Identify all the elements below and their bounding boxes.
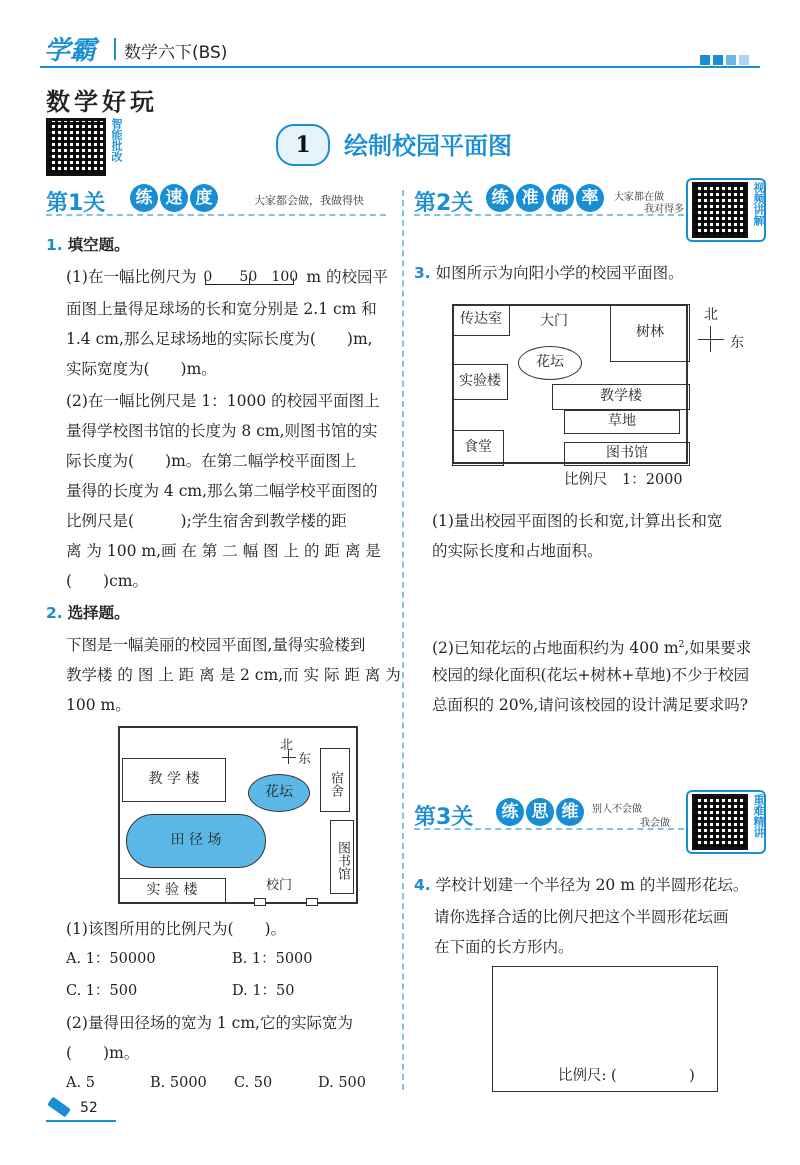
q3-map-garden: 花坛 — [518, 346, 582, 380]
q1-p2-line4: 量得的长度为 4 cm,那么第二幅学校平面图的 — [66, 482, 378, 500]
header-deco-squares — [700, 50, 749, 69]
q2-campus-map — [118, 726, 358, 904]
q1-p2-line7: ( )cm。 — [66, 572, 148, 590]
q3-sub2-line3: 总面积的 20%,请问该校园的设计满足要求吗? — [432, 696, 749, 714]
q4-line1-text: 学校计划建一个半径为 20 m 的半圆形花坛。 — [435, 876, 749, 894]
stage2-badge-char: 率 — [576, 184, 604, 212]
q3-map-gate: 大门 — [540, 313, 568, 329]
q3-text: 如图所示为向阳小学的校园平面图。 — [435, 264, 684, 282]
q4-scale-label: 比例尺: ( ) — [558, 1068, 695, 1084]
q3-sub1-line1: (1)量出校园平面图的长和宽,计算出长和宽 — [432, 512, 723, 530]
header-book-title: 数学六下(BS) — [124, 43, 228, 63]
stage3-badge-char: 维 — [556, 798, 584, 826]
q2-map-north: 北 — [280, 738, 294, 753]
stage2-badge-char: 确 — [546, 184, 574, 212]
q3-map-canteen: 食堂 — [452, 430, 504, 466]
q4-line3: 在下面的长方形内。 — [434, 938, 574, 956]
q1-p2-line3: 际长度为( )m。在第二幅学校平面图上 — [66, 452, 357, 470]
q3-map-lawn: 草地 — [564, 410, 680, 434]
scale-tick-label: 50 — [239, 269, 258, 285]
q3-map-east: 东 — [730, 335, 744, 351]
q2-title-text: 选择题。 — [67, 604, 130, 622]
stage1-badge-char: 练 — [130, 184, 158, 212]
q4-line1 — [414, 870, 748, 900]
q1-p2-line6: 离 为 100 m,画 在 第 二 幅 图 上 的 距 离 是 — [66, 542, 381, 560]
q4-line2: 请你选择合适的比例尺把这个半圆形花坛画 — [434, 908, 729, 926]
stage3-qr-label: 重难精讲 — [752, 794, 765, 838]
q2-map-gate-marks — [254, 898, 316, 906]
scale-tick-label: 0 — [203, 269, 213, 285]
header-rule — [40, 66, 760, 68]
scale-bar — [203, 266, 299, 290]
q2-map-track: 田 径 场 — [126, 814, 266, 868]
q1-p2-line1: (2)在一幅比例尺是 1：1000 的校园平面图上 — [66, 392, 380, 410]
qr-code-icon[interactable] — [692, 182, 748, 238]
qr-code-icon[interactable] — [46, 118, 106, 176]
compass-icon — [698, 326, 724, 352]
scale-tick-label: 100 — [271, 269, 299, 285]
q1-p1-line1 — [66, 262, 388, 292]
q2-line1: 下图是一幅美丽的校园平面图,量得实验楼到 — [66, 636, 366, 654]
stage2-tagline1: 大家都在做 — [614, 192, 664, 203]
q2-option2-a[interactable]: A. 5 — [66, 1075, 95, 1091]
stage1-label: 第1关 — [46, 191, 106, 216]
q2-map-east: 东 — [298, 752, 312, 767]
q3-sub1-line2: 的实际长度和占地面积。 — [432, 542, 603, 560]
q1-title-text: 填空题。 — [67, 236, 130, 254]
q1-number: 1. — [46, 236, 63, 254]
stage3-label: 第3关 — [414, 805, 474, 830]
q1-p2-line2: 量得学校图书馆的长度为 8 cm,则图书馆的实 — [66, 422, 378, 440]
q2-map-garden: 花坛 — [248, 774, 310, 812]
column-divider — [402, 190, 404, 1090]
q2-map-teaching: 教 学 楼 — [122, 758, 226, 802]
q2-option2-c[interactable]: C. 50 — [234, 1075, 273, 1091]
q3-sub2-line1a: (2)已知花坛的占地面积约为 400 m — [432, 639, 679, 658]
q2-line3: 100 m。 — [66, 696, 131, 714]
q1-p1-line4: 实际宽度为( )m。 — [66, 360, 217, 378]
q1-title — [46, 230, 130, 260]
stage3-badge-char: 练 — [496, 798, 524, 826]
header-logo: 学霸 — [44, 36, 97, 66]
stage3-badge — [496, 798, 586, 826]
stage1-badge — [130, 184, 220, 212]
qr-left-label: 智能批改 — [110, 118, 123, 162]
footer-rule — [46, 1120, 116, 1122]
q2-map-library: 图书馆 — [330, 820, 354, 894]
q3-map-north: 北 — [704, 307, 718, 323]
q2-number: 2. — [46, 604, 63, 622]
stage2-badge-char: 练 — [486, 184, 514, 212]
q2-sub2-line1: (2)量得田径场的宽为 1 cm,它的实际宽为 — [66, 1014, 353, 1032]
stage2-tagline2: 我对得多 — [644, 204, 684, 215]
stage2-qr-label: 视频讲解 — [752, 182, 765, 226]
page-number: 52 — [80, 1100, 98, 1116]
q1-p1-line2: 面图上量得足球场的长和宽分别是 2.1 cm 和 — [66, 300, 377, 318]
q3-sub2-line1 — [432, 630, 751, 663]
q3-sub2-sup: 2 — [678, 640, 685, 650]
stage3-tagline1: 别人不会做 — [592, 804, 642, 815]
stage3-badge-char: 思 — [526, 798, 554, 826]
pencil-icon — [47, 1097, 71, 1118]
stage1-rule — [46, 214, 386, 216]
q2-map-dorm: 宿舍 — [320, 748, 350, 812]
q3-sub2-line1b: ,如果要求 — [684, 639, 752, 658]
header-divider — [114, 38, 116, 60]
q2-sub2-line2: ( )m。 — [66, 1044, 140, 1062]
q2-option-c[interactable]: C. 1：500 — [66, 983, 138, 999]
q3-map-teaching: 教学楼 — [552, 384, 690, 410]
q3-text-line — [414, 258, 684, 288]
q2-option-d[interactable]: D. 1：50 — [232, 983, 295, 999]
q2-option2-b[interactable]: B. 5000 — [150, 1075, 207, 1091]
stage3-tagline2: 我会做 — [640, 818, 670, 829]
q1-p1-line1a: (1)在一幅比例尺为 — [66, 268, 197, 286]
stage2-badge-char: 准 — [516, 184, 544, 212]
q3-map-lab: 实验楼 — [452, 364, 508, 400]
section-title: 数学好玩 — [46, 88, 158, 116]
q3-map-scale: 比例尺 1：2000 — [564, 472, 683, 488]
q3-sub2-line2: 校园的绿化面积(花坛+树林+草地)不少于校园 — [432, 666, 750, 684]
q1-p1-line3: 1.4 cm,那么足球场地的实际长度为( )m, — [66, 330, 373, 348]
q3-map-library: 图书馆 — [564, 442, 690, 466]
q2-option-b[interactable]: B. 1：5000 — [232, 951, 313, 967]
q2-option-a[interactable]: A. 1：50000 — [66, 951, 156, 967]
lesson-number-badge: 1 — [276, 124, 330, 166]
lesson-title: 绘制校园平面图 — [344, 132, 512, 160]
stage1-badge-char: 速 — [160, 184, 188, 212]
q2-sub1: (1)该图所用的比例尺为( )。 — [66, 920, 287, 938]
q2-option2-d[interactable]: D. 500 — [318, 1075, 367, 1091]
q3-campus-map — [452, 304, 688, 464]
q2-title — [46, 598, 130, 628]
q1-p1-line1b: m 的校园平 — [306, 268, 388, 286]
compass-icon — [282, 750, 296, 764]
stage2-badge — [486, 184, 606, 212]
q4-number: 4. — [414, 876, 431, 894]
q1-p2-line5: 比例尺是( );学生宿舍到教学楼的距 — [66, 512, 347, 530]
stage1-badge-char: 度 — [190, 184, 218, 212]
stage1-tagline: 大家都会做，我做得快 — [254, 194, 364, 207]
q2-map-lab: 实 验 楼 — [118, 878, 226, 904]
stage2-label: 第2关 — [414, 191, 474, 216]
q2-map-gate: 校门 — [266, 878, 293, 893]
q2-line2: 教学楼 的 图 上 距 离 是 2 cm,而 实 际 距 离 为 — [66, 666, 401, 684]
q3-map-guard: 传达室 — [452, 304, 510, 336]
qr-code-icon[interactable] — [692, 794, 748, 850]
q3-number: 3. — [414, 264, 431, 282]
q3-map-trees: 树林 — [610, 304, 690, 362]
